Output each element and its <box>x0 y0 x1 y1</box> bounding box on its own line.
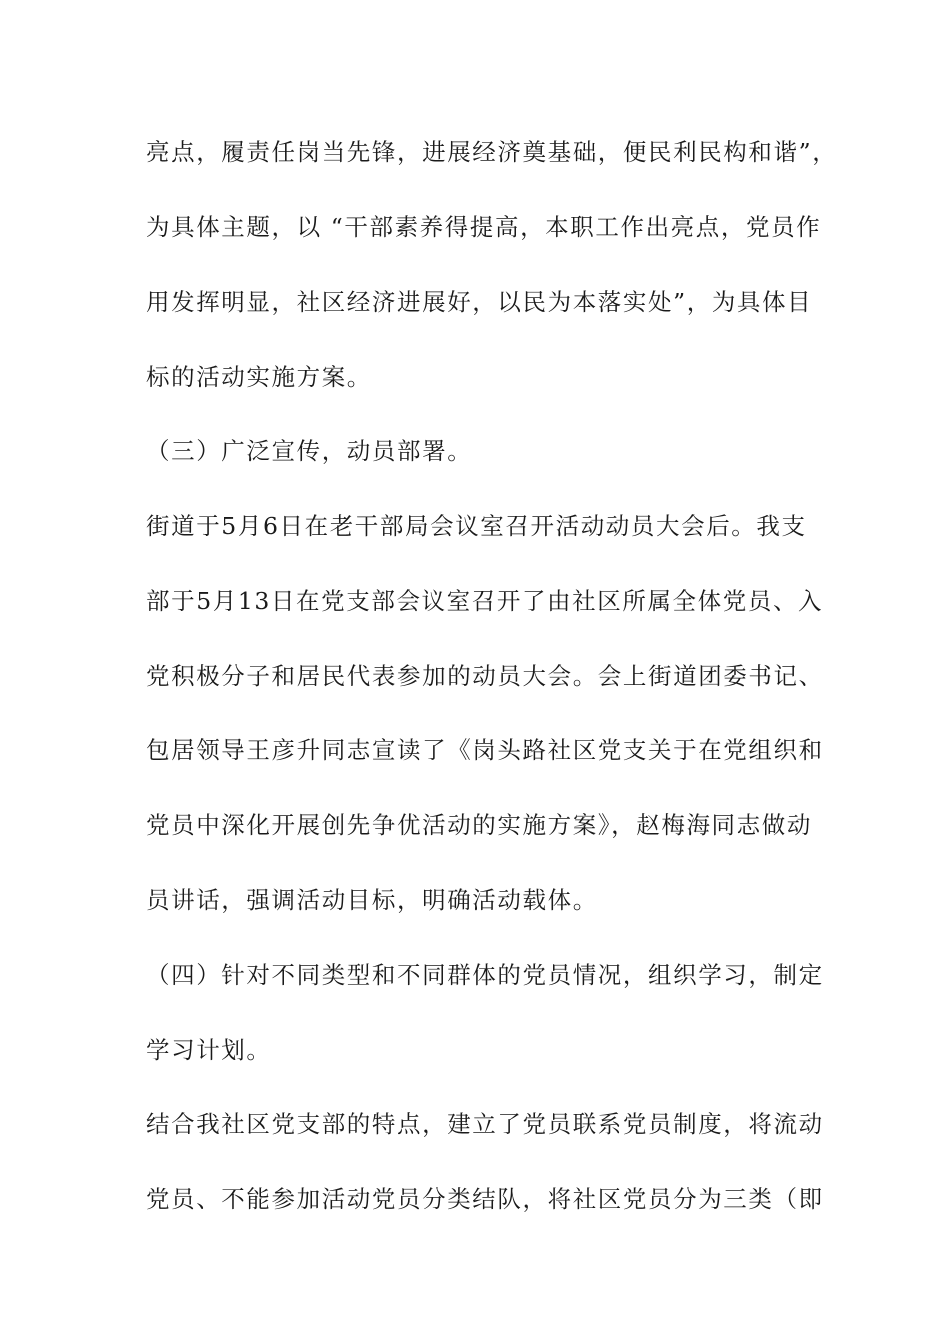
text-line: 学习计划。 <box>146 1036 272 1064</box>
text-line: 用发挥明显，社区经济进展好，以民为本落实处”，为具体目 <box>146 288 813 316</box>
text-line: 部于5月13日在党支部会议室召开了由社区所属全体党员、入 <box>146 587 824 615</box>
text-line: 结合我社区党支部的特点，建立了党员联系党员制度，将流动 <box>146 1110 824 1138</box>
section-heading: （四）针对不同类型和不同群体的党员情况，组织学习，制定 <box>146 961 824 989</box>
text-line: 包居领导王彦升同志宣读了《岗头路社区党支关于在党组织和 <box>146 736 824 764</box>
text-line: 亮点，履责任岗当先锋，进展经济奠基础，便民利民构和谐”， <box>146 138 838 166</box>
text-line: 党员、不能参加活动党员分类结队，将社区党员分为三类（即 <box>146 1185 824 1213</box>
text-line: 为具体主题，以 “干部素养得提高，本职工作出亮点，党员作 <box>146 213 822 241</box>
section-heading: （三）广泛宣传，动员部署。 <box>146 437 473 465</box>
text-line: 员讲话，强调活动目标，明确活动载体。 <box>146 886 598 914</box>
text-line: 党员中深化开展创先争优活动的实施方案》，赵梅海同志做动 <box>146 811 812 839</box>
text-line: 标的活动实施方案。 <box>146 363 372 391</box>
text-line: 党积极分子和居民代表参加的动员大会。会上街道团委书记、 <box>146 662 824 690</box>
text-line: 街道于5月6日在老干部局会议室召开活动动员大会后。我支 <box>146 512 807 540</box>
